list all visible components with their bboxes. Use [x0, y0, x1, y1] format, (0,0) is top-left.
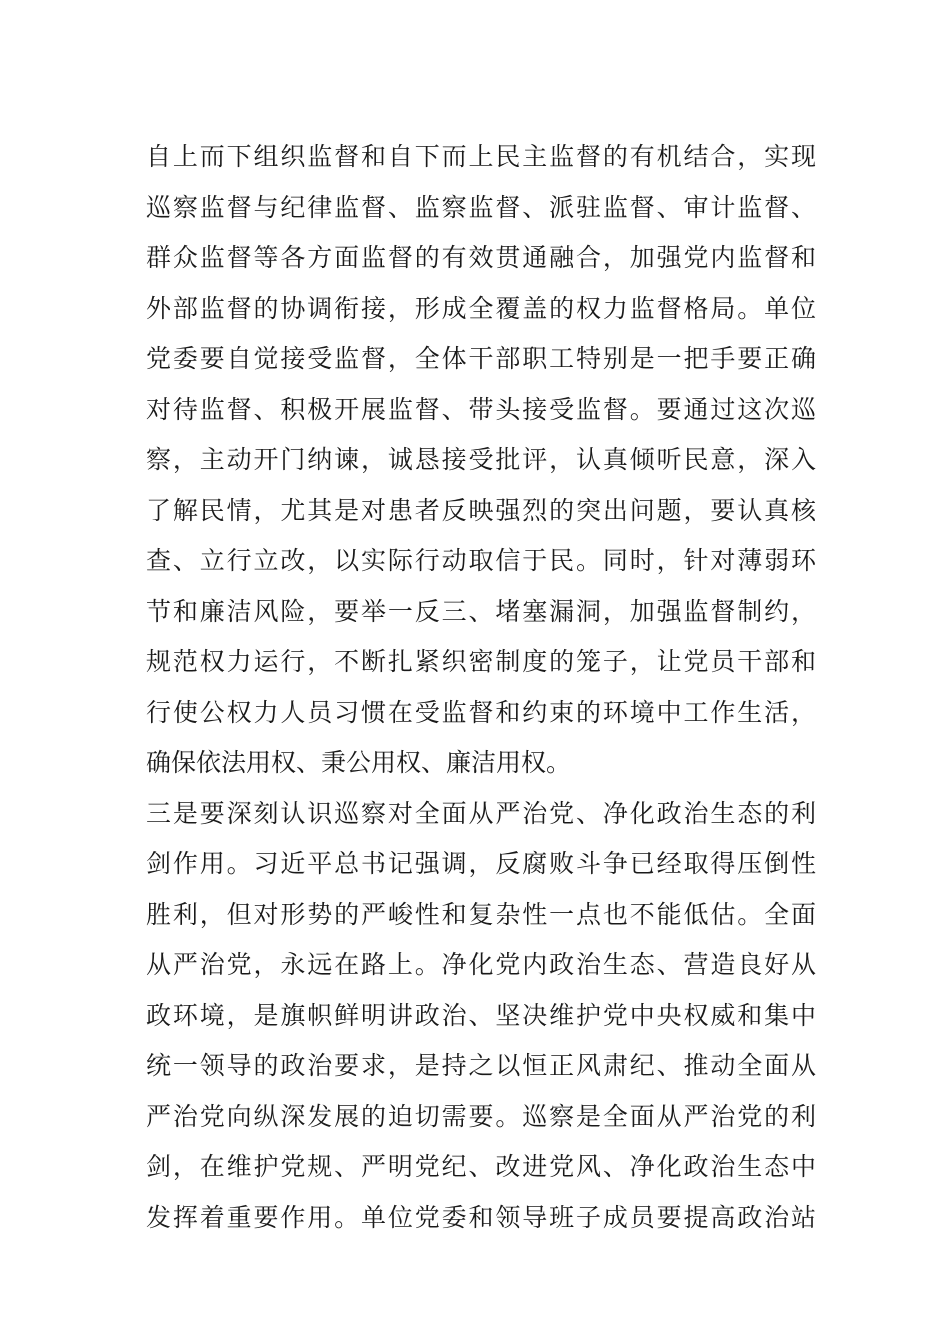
text-line: 剑作用。习近平总书记强调，反腐败斗争已经取得压倒性 [146, 849, 816, 878]
text-line: 从严治党，永远在路上。净化党内政治生态、营造良好从 [146, 950, 816, 979]
text-line: 发挥着重要作用。单位党委和领导班子成员要提高政治站 [146, 1202, 816, 1232]
text-line: 三是要深刻认识巡察对全面从严治党、净化政治生态的利 [146, 798, 816, 828]
document-body [146, 132, 816, 1243]
text-line: 节和廉洁风险，要举一反三、堵塞漏洞，加强监督制约， [146, 596, 816, 626]
text-line: 群众监督等各方面监督的有效贯通融合，加强党内监督和 [146, 243, 816, 272]
text-line: 胜利，但对形势的严峻性和复杂性一点也不能低估。全面 [146, 899, 816, 929]
text-line: 察，主动开门纳谏，诚恳接受批评，认真倾听民意，深入 [146, 445, 816, 474]
text-line: 严治党向纵深发展的迫切需要。巡察是全面从严治党的利 [146, 1101, 816, 1131]
text-line: 党委要自觉接受监督，全体干部职工特别是一把手要正确 [146, 344, 816, 373]
text-line: 查、立行立改，以实际行动取信于民。同时，针对薄弱环 [146, 546, 816, 575]
text-line: 自上而下组织监督和自下而上民主监督的有机结合，实现 [146, 142, 816, 171]
text-line: 巡察监督与纪律监督、监察监督、派驻监督、审计监督、 [146, 192, 816, 222]
text-line: 统一领导的政治要求，是持之以恒正风肃纪、推动全面从 [146, 1051, 816, 1080]
text-line: 对待监督、积极开展监督、带头接受监督。要通过这次巡 [146, 394, 816, 424]
text-line: 确保依法用权、秉公用权、廉洁用权。 [146, 748, 572, 777]
text-line: 外部监督的协调衔接，形成全覆盖的权力监督格局。单位 [146, 293, 816, 323]
text-line: 了解民情，尤其是对患者反映强烈的突出问题，要认真核 [146, 495, 816, 525]
text-line: 政环境，是旗帜鲜明讲政治、坚决维护党中央权威和集中 [146, 1000, 816, 1030]
text-line: 剑，在维护党规、严明党纪、改进党风、净化政治生态中 [146, 1152, 816, 1181]
text-line: 行使公权力人员习惯在受监督和约束的环境中工作生活， [146, 697, 816, 727]
text-line: 规范权力运行，不断扎紧织密制度的笼子，让党员干部和 [146, 647, 816, 676]
